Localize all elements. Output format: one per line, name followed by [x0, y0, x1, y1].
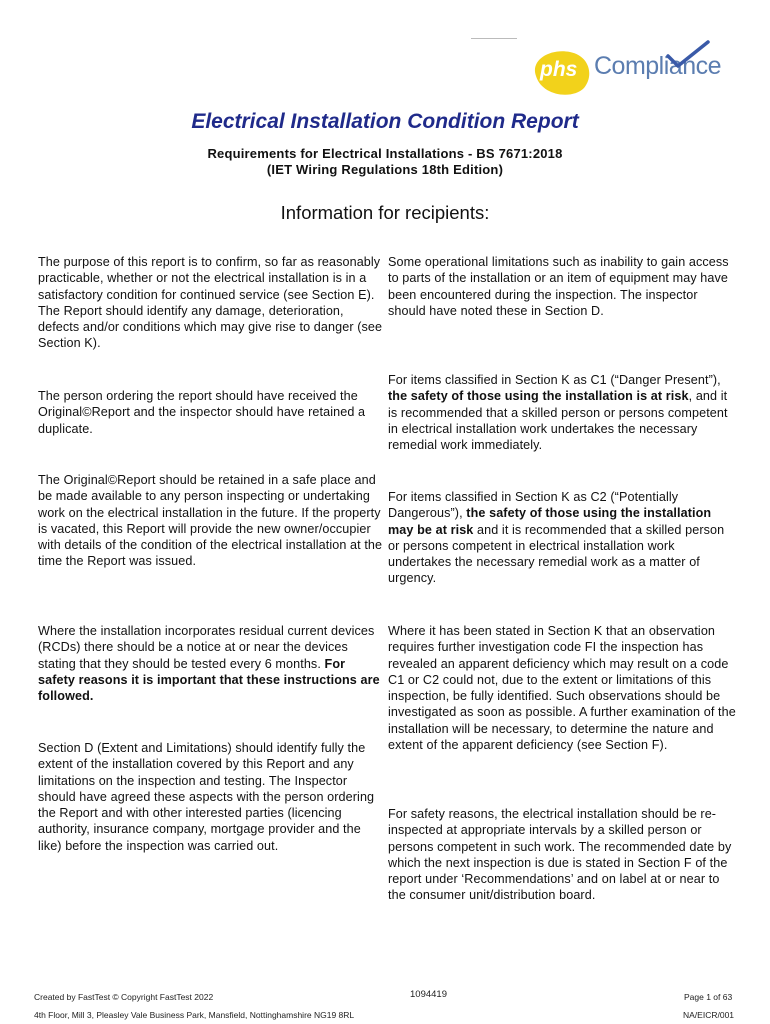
- logo-check-icon: [664, 40, 710, 70]
- document-subtitle-1: Requirements for Electrical Installations - BS 7671:2018: [207, 146, 563, 161]
- left-paragraph-original-report: The person ordering the report should have received the Original©Report and the inspector should have retained a duplicate.: [38, 389, 366, 436]
- rcd-text: Where the installation incorporates residual current devices (RCDs) there should be a notice at or near the devices stating that they should be tested every 6 months.: [38, 624, 375, 671]
- footer-code: 1094419: [410, 989, 447, 1000]
- top-rule: [471, 38, 517, 39]
- rcd-warning: For safety reasons it is important that these instructions are followed.: [38, 656, 380, 704]
- c1-text-end: , and it is recommended that a skilled person or persons competent in electrical installation work undertakes the necessary remedial work immediately.: [388, 389, 728, 453]
- section-heading: Information for recipients:: [280, 202, 490, 223]
- c1-text-start: For items classified in Section K as C1 (“Danger Present”),: [388, 373, 721, 387]
- right-paragraph-c1: [388, 372, 738, 453]
- left-paragraph-section-d: Section D (Extent and Limitations) should identify fully the extent of the installation covered by this Report and any limitations on the inspection and testing. The Inspector should have agreed these aspects with the person ordering the Report and with other interested parties (licencing authority, insurance company, mortgage provider and the like) before the inspection was carried out.: [38, 741, 375, 853]
- left-paragraph-rcd: [38, 623, 383, 704]
- footer-page-number: Page 1 of 63: [684, 992, 733, 1002]
- footer-created: Created by FastTest © Copyright FastTest 2022: [34, 992, 214, 1002]
- footer-address: 4th Floor, Mill 3, Pleasley Vale Business Park, Mansfield, Nottinghamshire NG19 8RL: [34, 1010, 355, 1020]
- right-paragraph-reinspection: For safety reasons, the electrical installation should be re-inspected at appropriate intervals by a skilled person or persons competent in such work. The recommended date by which the next inspection is due is stated in Section F of the report under ‘Recommendations’ and on label at or near to the consumer unit/distribution board.: [388, 807, 732, 903]
- left-paragraph-purpose: The purpose of this report is to confirm, so far as reasonably practicable, whether or not the electrical installation is in a satisfactory condition for continued service (see Section E). The Report should identify any damage, deterioration, defects and/or conditions which may give rise to danger (see Section K).: [38, 255, 383, 351]
- document-subtitle-2: (IET Wiring Regulations 18th Edition): [266, 162, 504, 177]
- c2-warning: the safety of those using the installation may be at risk: [388, 506, 712, 537]
- right-paragraph-fi: Where it has been stated in Section K that an observation requires further investigation code FI the inspection has revealed an apparent deficiency which may result on a code C1 or C2 could not, due to the extent or limitations of this inspection, be fully identified. Such observations should be investigated as soon as possible. A further examination of the installation will be necessary, to determine the nature and extent of the apparent deficiency (see Section F).: [388, 624, 736, 753]
- right-paragraph-limitations: Some operational limitations such as inability to gain access to parts of the installation or an item of equipment may have been encountered during the inspection. The inspector should have noted these in Section D.: [388, 255, 729, 318]
- logo-brand: phs: [540, 58, 578, 81]
- logo-name: Compliance: [594, 52, 722, 80]
- document-title: Electrical Installation Condition Report: [191, 110, 579, 133]
- left-paragraph-retain-report: The Original©Report should be retained in a safe place and be made available to any person inspecting or undertaking work on the electrical installation in the future. If the property is vacated, this Report will provide the new owner/occupier with details of the condition of the electrical installation at the time the Report was issued.: [38, 473, 383, 569]
- c2-text-start: For items classified in Section K as C2 (“Potentially Dangerous”),: [388, 490, 679, 521]
- c2-text-end: and it is recommended that a skilled person or persons competent in electrical installation work undertakes the necessary remedial work as a matter of urgency.: [388, 522, 725, 586]
- footer-reference: NA/EICR/001: [683, 1010, 735, 1020]
- right-paragraph-c2: [388, 489, 738, 587]
- phs-compliance-logo: [524, 40, 724, 96]
- c1-warning: the safety of those using the installation is at risk: [388, 389, 689, 404]
